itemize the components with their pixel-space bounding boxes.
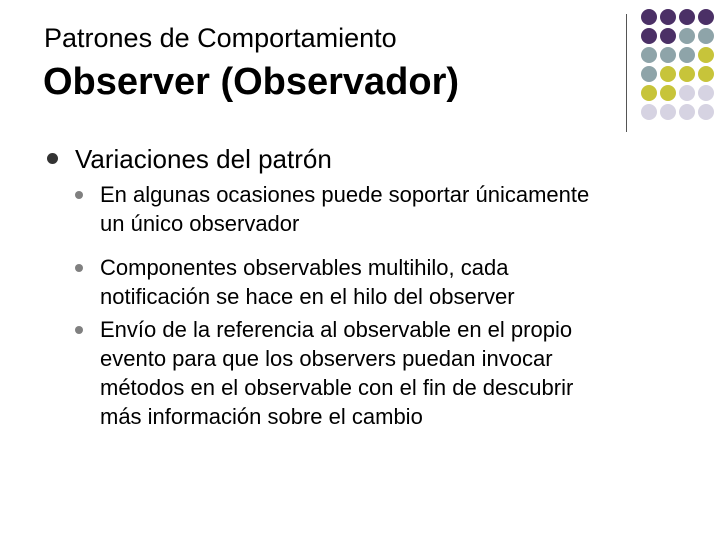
subbullet-3-line-3: métodos en el observable con el fin de descubrir bbox=[100, 375, 574, 400]
subbullet-3-line-2: evento para que los observers puedan invocar bbox=[100, 346, 553, 371]
decorative-dot bbox=[641, 66, 657, 82]
decorative-dot bbox=[641, 9, 657, 25]
subbullet-2-line-2: notificación se hace en el hilo del observer bbox=[100, 284, 515, 309]
decorative-dot bbox=[698, 85, 714, 101]
decorative-dot-grid bbox=[638, 5, 720, 125]
decorative-dot bbox=[679, 85, 695, 101]
subbullet-3 bbox=[100, 315, 700, 431]
subbullet-2 bbox=[100, 253, 700, 311]
slide-subtitle: Patrones de Comportamiento bbox=[44, 23, 397, 53]
decorative-dot bbox=[660, 104, 676, 120]
decorative-dot bbox=[698, 9, 714, 25]
decorative-dot bbox=[641, 85, 657, 101]
subbullet-3-line-1: Envío de la referencia al observable en el propio bbox=[100, 317, 573, 342]
bullet-marker bbox=[47, 153, 58, 164]
decorative-dot bbox=[698, 66, 714, 82]
decorative-dot bbox=[679, 28, 695, 44]
subbullet-3-line-4: más información sobre el cambio bbox=[100, 404, 423, 429]
subbullet-1 bbox=[100, 180, 700, 238]
decorative-dot bbox=[679, 9, 695, 25]
decorative-divider bbox=[626, 14, 627, 132]
subbullet-marker bbox=[75, 326, 83, 334]
decorative-dot bbox=[641, 28, 657, 44]
decorative-dot bbox=[698, 47, 714, 63]
slide-title: Observer (Observador) bbox=[43, 61, 460, 103]
subbullet-marker bbox=[75, 191, 83, 199]
bullet-text: Variaciones del patrón bbox=[75, 144, 332, 174]
decorative-dot bbox=[679, 66, 695, 82]
decorative-dot bbox=[679, 47, 695, 63]
decorative-dot bbox=[660, 85, 676, 101]
decorative-dot bbox=[698, 104, 714, 120]
subbullet-1-line-2: un único observador bbox=[100, 211, 300, 236]
decorative-dot bbox=[641, 104, 657, 120]
decorative-dot bbox=[679, 104, 695, 120]
decorative-dot bbox=[698, 28, 714, 44]
subbullet-2-line-1: Componentes observables multihilo, cada bbox=[100, 255, 509, 280]
decorative-dot bbox=[660, 66, 676, 82]
decorative-dot bbox=[660, 47, 676, 63]
subbullet-1-line-1: En algunas ocasiones puede soportar únicamente bbox=[100, 182, 590, 207]
subbullet-marker bbox=[75, 264, 83, 272]
decorative-dot bbox=[660, 9, 676, 25]
decorative-dot bbox=[641, 47, 657, 63]
decorative-dot bbox=[660, 28, 676, 44]
